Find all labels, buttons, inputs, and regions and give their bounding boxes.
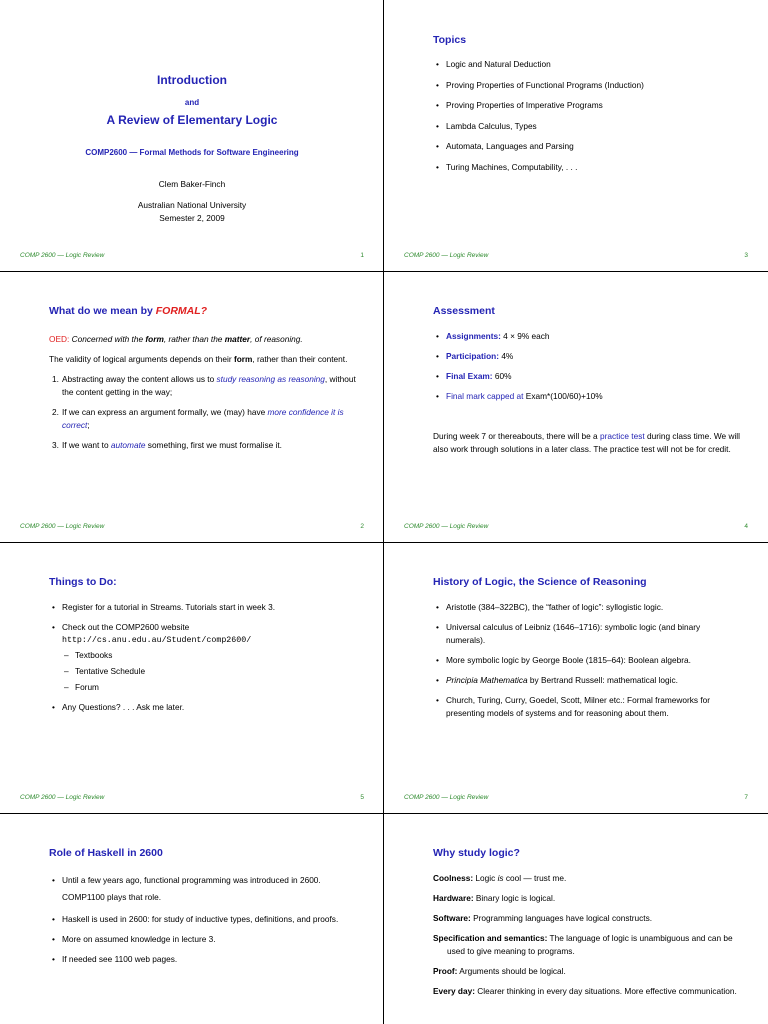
slide-footer: COMP 2600 — Logic Review xyxy=(20,794,105,801)
list-item: • If needed see 1100 web pages. xyxy=(49,953,356,966)
list-item: 2. If we can express an argument formally, we (may) have more confidence it is correct; xyxy=(52,407,344,430)
deck-title: Introduction xyxy=(157,73,227,87)
list-item: • More symbolic logic by George Boole (1815–64): Boolean algebra. xyxy=(433,654,740,667)
list-item: – Textbooks xyxy=(62,649,356,662)
slide-body xyxy=(49,601,356,714)
slide-title: Topics xyxy=(433,34,467,46)
deck-subtitle: A Review of Elementary Logic xyxy=(106,113,278,127)
slide-footer: COMP 2600 — Logic Review xyxy=(20,523,105,530)
slide-3-topics xyxy=(384,0,768,271)
slide-footer: COMP 2600 — Logic Review xyxy=(20,252,105,259)
reason-coolness: Coolness: Logic is cool — trust me. xyxy=(433,873,567,883)
slide-title: Things to Do: xyxy=(49,576,117,588)
list-item: • Final mark capped at Exam*(100/60)+10% xyxy=(433,390,740,403)
list-item: 3. If we want to automate something, first we must formalise it. xyxy=(52,440,282,450)
todo-list xyxy=(49,601,356,714)
list-item: • Lambda Calculus, Types xyxy=(433,120,740,133)
list-item: • Proving Properties of Imperative Programs xyxy=(433,99,740,112)
oed-label: OED: xyxy=(49,334,70,344)
slide-2-formal xyxy=(0,271,384,542)
list-item: • Check out the COMP2600 website http://cs.anu.edu.au/Student/comp2600/ – Textbooks – Tentative Schedule – Forum xyxy=(49,621,356,694)
deck-and: and xyxy=(184,98,200,107)
reason-proof: Proof: Arguments should be logical. xyxy=(433,966,566,976)
list-item: • Turing Machines, Computability, . . . xyxy=(433,161,740,174)
slide-body xyxy=(433,872,740,1005)
list-item: 1. Abstracting away the content allows us to study reasoning as reasoning, without the content getting in the way; xyxy=(52,374,356,397)
list-item: • Any Questions? . . . Ask me later. xyxy=(49,701,356,714)
reason-hardware: Hardware: Binary logic is logical. xyxy=(433,893,556,903)
slide-5-things-to-do xyxy=(0,542,384,813)
semester: Semester 2, 2009 xyxy=(159,213,225,223)
history-list xyxy=(433,601,740,720)
validity-paragraph: The validity of logical arguments depends on their form, rather than their content. xyxy=(49,354,348,364)
list-item: • Principia Mathematica by Bertrand Russell: mathematical logic. xyxy=(433,674,740,687)
slide-number: 1 xyxy=(360,252,364,259)
practice-test-link: practice test xyxy=(599,431,645,441)
slide-6-haskell xyxy=(0,813,384,1024)
list-item: • More on assumed knowledge in lecture 3. xyxy=(49,933,356,946)
haskell-list xyxy=(49,872,356,966)
list-item: • Assignments: 4 × 9% each xyxy=(433,330,740,343)
slide-title: History of Logic, the Science of Reasoning xyxy=(433,576,647,588)
reason-software: Software: Programming languages have logical constructs. xyxy=(433,913,653,923)
list-item: • Universal calculus of Leibniz (1646–1716): symbolic logic (and binary numerals). xyxy=(433,621,740,647)
university: Australian National University xyxy=(137,200,247,210)
list-item: – Forum xyxy=(62,681,356,694)
slide-number: 2 xyxy=(360,523,364,530)
topics-list xyxy=(433,58,740,174)
list-item: • Participation: 4% xyxy=(433,350,740,363)
slide-1-title xyxy=(0,0,384,271)
oed-definition: OED: Concerned with the form, rather than the matter, of reasoning. xyxy=(49,334,303,344)
title-emphasis: FORMAL? xyxy=(155,305,208,317)
slide-body xyxy=(433,58,740,174)
website-subitems xyxy=(62,649,356,694)
list-item: • Proving Properties of Functional Programs (Induction) xyxy=(433,79,740,92)
list-item: • Church, Turing, Curry, Goedel, Scott, Milner etc.: Formal frameworks for presenting models of systems and for reasoning about them. xyxy=(433,694,740,720)
list-item: • Haskell is used in 2600: for study of inductive types, definitions, and proofs. xyxy=(49,913,356,926)
list-item: • Register for a tutorial in Streams. Tutorials start in week 3. xyxy=(49,601,356,614)
slide-number: 7 xyxy=(744,794,748,801)
slide-body xyxy=(433,601,740,720)
list-item: • Aristotle (384–322BC), the “father of logic”: syllogistic logic. xyxy=(433,601,740,614)
author: Clem Baker-Finch xyxy=(158,179,226,189)
reasons-list xyxy=(49,373,356,452)
list-item: • Automata, Languages and Parsing xyxy=(433,140,740,153)
slide-number: 5 xyxy=(360,794,364,801)
reason-specification: Specification and semantics: The language of logic is unambiguous and can be used to give meaning to programs. xyxy=(433,933,733,956)
website-url: http://cs.anu.edu.au/Student/comp2600/ xyxy=(62,636,252,645)
list-item: • Logic and Natural Deduction xyxy=(433,58,740,71)
slide-footer: COMP 2600 — Logic Review xyxy=(404,252,489,259)
slide-number: 4 xyxy=(744,523,748,530)
practice-test-paragraph: During week 7 or thereabouts, there will be a practice test during class time. We will also work through solutions in a later class. The practice test will not be for credit. xyxy=(433,431,740,454)
title-prefix: What do we mean by xyxy=(49,305,156,317)
list-item: • Final Exam: 60% xyxy=(433,370,740,383)
slide-body xyxy=(49,333,356,452)
slide-body xyxy=(49,872,356,966)
assessment-list xyxy=(433,330,740,403)
list-item: – Tentative Schedule xyxy=(62,665,356,678)
slide-footer: COMP 2600 — Logic Review xyxy=(404,794,489,801)
list-item: • Until a few years ago, functional programming was introduced in 2600. COMP1100 plays that role. xyxy=(49,872,356,906)
slide-4-assessment xyxy=(384,271,768,542)
slide-footer: COMP 2600 — Logic Review xyxy=(404,523,489,530)
slide-title: Why study logic? xyxy=(433,847,520,859)
slide-title: Role of Haskell in 2600 xyxy=(49,847,163,859)
slide-8-why-study-logic xyxy=(384,813,768,1024)
slide-body xyxy=(433,330,740,456)
slide-title xyxy=(49,305,207,317)
course-name: COMP2600 — Formal Methods for Software Engineering xyxy=(85,148,299,157)
slide-7-history-of-logic xyxy=(384,542,768,813)
slide-number: 3 xyxy=(744,252,748,259)
slide-title: Assessment xyxy=(433,305,495,317)
reason-every-day: Every day: Clearer thinking in every day situations. More effective communication. xyxy=(433,986,737,996)
